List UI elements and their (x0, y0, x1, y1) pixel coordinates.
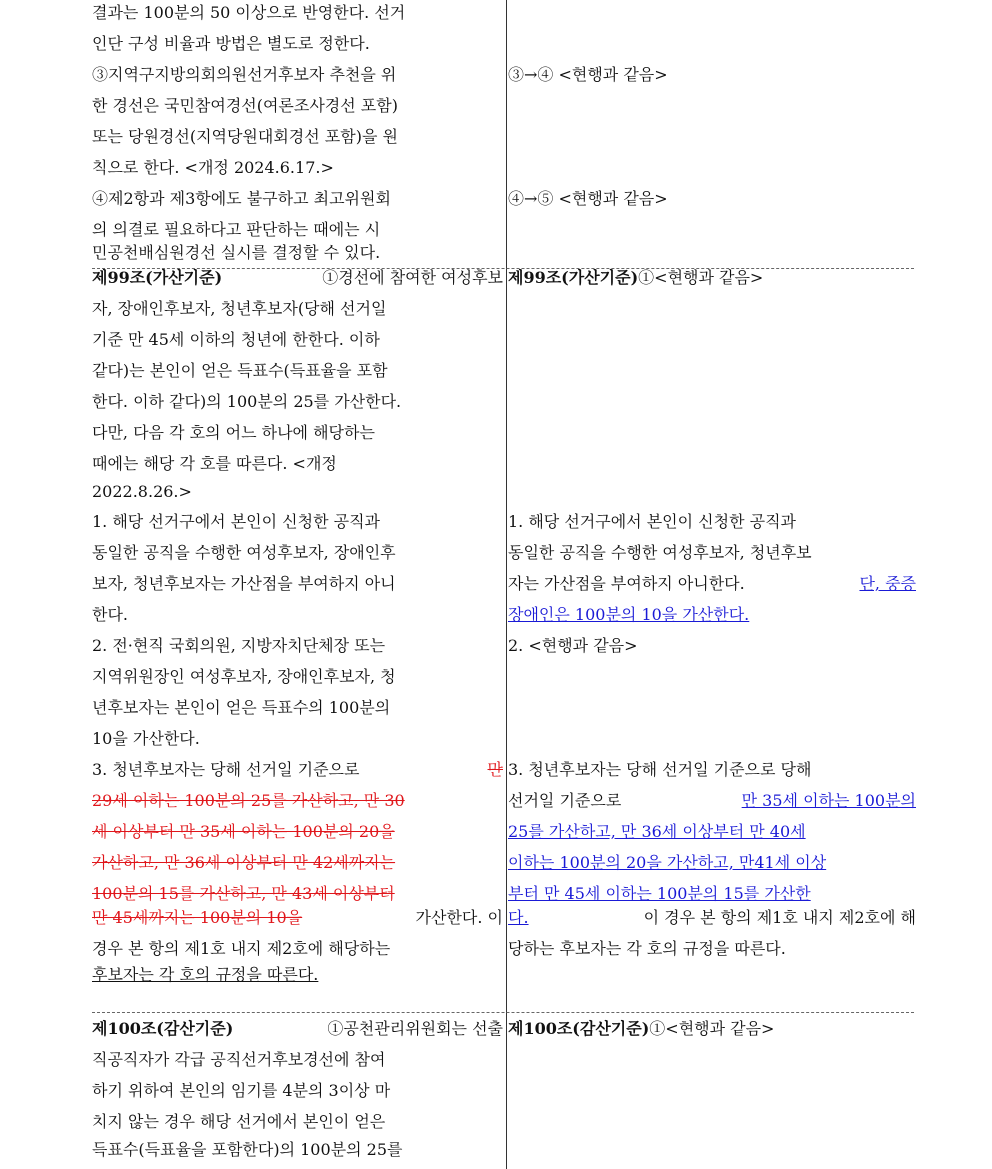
right-line (508, 602, 916, 625)
left-line: 때에는 해당 각 호를 따른다. <개정 (92, 454, 337, 473)
left-line (92, 881, 503, 904)
right-line: 3. 청년후보자는 당해 선거일 기준으로 당해 (508, 760, 812, 779)
deleted-text: 가산하고, 만 36세 이상부터 만 42세까지는 (92, 853, 396, 872)
left-line: 후보자는 각 호의 규정을 따른다. (92, 965, 319, 984)
article-100-title: 제100조(감산기준) (508, 1019, 650, 1038)
right-line: 2. <현행과 같음> (508, 636, 638, 655)
left-line: 직공직자가 각급 공직선거후보경선에 참여 (92, 1050, 386, 1069)
left-line: 한다. (92, 605, 128, 624)
left-line (92, 819, 503, 842)
inserted-text: 만 35세 이하는 100분의 (741, 791, 916, 810)
left-line: 만 45세까지는 100분의 10을 가산한다. 이 (92, 905, 503, 928)
right-line: 당하는 후보자는 각 호의 규정을 따른다. (508, 939, 786, 958)
inserted-text: 다. (508, 908, 529, 927)
deleted-text: 만 45세까지는 100분의 10을 (92, 908, 303, 927)
left-line: 년후보자는 본인이 얻은 득표수의 100분의 (92, 698, 391, 717)
right-line: 1. 해당 선거구에서 본인이 신청한 공직과 (508, 512, 796, 531)
left-line: 같다)는 본인이 얻은 득표수(득표율을 포함 (92, 361, 388, 380)
right-line: 선거일 기준으로 만 35세 이하는 100분의 (508, 788, 916, 811)
right-line (508, 881, 916, 904)
left-line: 자, 장애인후보자, 청년후보자(당해 선거일 (92, 299, 387, 318)
right-line: ③→④ <현행과 같음> (508, 65, 668, 84)
right-line: 동일한 공직을 수행한 여성후보자, 청년후보 (508, 543, 812, 562)
left-line: 기준 만 45세 이하의 청년에 한한다. 이하 (92, 330, 380, 349)
left-line (92, 788, 503, 811)
left-line (92, 850, 503, 873)
left-line: ③지역구지방의회의원선거후보자 추천을 위 (92, 65, 397, 84)
left-line: 의 의결로 필요하다고 판단하는 때에는 시 (92, 220, 381, 239)
article-100-title: 제100조(감산기준) (92, 1019, 234, 1038)
left-article-100: 제100조(감산기준) ①공천관리위원회는 선출 (92, 1016, 503, 1039)
left-line: 득표수(득표율을 포함한다)의 100분의 25를 (92, 1140, 403, 1159)
left-line: 민공천배심원경선 실시를 결정할 수 있다. (92, 243, 381, 262)
left-line: 한 경선은 국민참여경선(여론조사경선 포함) (92, 96, 398, 115)
right-line (508, 850, 916, 873)
right-line: ④→⑤ <현행과 같음> (508, 189, 668, 208)
inserted-text: 부터 만 45세 이하는 100분의 15를 가산한 (508, 884, 811, 903)
deleted-text: 100분의 15를 가산하고, 만 43세 이상부터 (92, 884, 395, 903)
left-line: 한다. 이하 같다)의 100분의 25를 가산한다. (92, 392, 402, 411)
article-99-title: 제99조(가산기준) (508, 268, 639, 287)
right-line: 다. 이 경우 본 항의 제1호 내지 제2호에 해 (508, 905, 916, 928)
left-line: 칙으로 한다. <개정 2024.6.17.> (92, 158, 334, 177)
left-article-99: 제99조(가산기준) ①경선에 참여한 여성후보 (92, 265, 503, 288)
left-line: 하기 위하여 본인의 임기를 4분의 3이상 마 (92, 1081, 391, 1100)
left-line: ④제2항과 제3항에도 불구하고 최고위원회 (92, 189, 391, 208)
inserted-text: 이하는 100분의 20을 가산하고, 만41세 이상 (508, 853, 827, 872)
deleted-text: 29세 이하는 100분의 25를 가산하고, 만 30 (92, 791, 405, 810)
left-line: 2. 전·현직 국회의원, 지방자치단체장 또는 (92, 636, 386, 655)
left-line: 다만, 다음 각 호의 어느 하나에 해당하는 (92, 423, 375, 442)
inserted-text: 단, 중증 (859, 574, 916, 593)
right-line (508, 819, 916, 842)
inserted-text: 장애인은 100분의 10을 가산한다. (508, 605, 750, 624)
left-line: 인단 구성 비율과 방법은 별도로 정한다. (92, 34, 370, 53)
left-line: 10을 가산한다. (92, 729, 200, 748)
right-article-99: 제99조(가산기준) ①<현행과 같음> (508, 265, 916, 288)
left-line: 3. 청년후보자는 당해 선거일 기준으로 만 (92, 757, 503, 780)
left-line: 보자, 청년후보자는 가산점을 부여하지 아니 (92, 574, 396, 593)
left-line: 결과는 100분의 50 이상으로 반영한다. 선거 (92, 3, 406, 22)
right-article-100: 제100조(감산기준) ①<현행과 같음> (508, 1016, 916, 1039)
left-line: 지역위원장인 여성후보자, 장애인후보자, 청 (92, 667, 396, 686)
left-line: 경우 본 항의 제1호 내지 제2호에 해당하는 (92, 939, 391, 958)
deleted-text: 세 이상부터 만 35세 이하는 100분의 20을 (92, 822, 395, 841)
inserted-text: 25를 가산하고, 만 36세 이상부터 만 40세 (508, 822, 806, 841)
left-line: 동일한 공직을 수행한 여성후보자, 장애인후 (92, 543, 396, 562)
article-99-title: 제99조(가산기준) (92, 268, 223, 287)
deleted-text: 만 (487, 760, 503, 779)
left-line: 2022.8.26.> (92, 482, 192, 501)
left-line: 치지 않는 경우 해당 선거에서 본인이 얻은 (92, 1112, 386, 1131)
column-divider (506, 0, 507, 1169)
right-line: 자는 가산점을 부여하지 아니한다. 단, 중증 (508, 571, 916, 594)
left-line: 또는 당원경선(지역당원대회경선 포함)을 원 (92, 127, 398, 146)
section-divider-100 (92, 1012, 914, 1013)
left-line: 1. 해당 선거구에서 본인이 신청한 공직과 (92, 512, 380, 531)
